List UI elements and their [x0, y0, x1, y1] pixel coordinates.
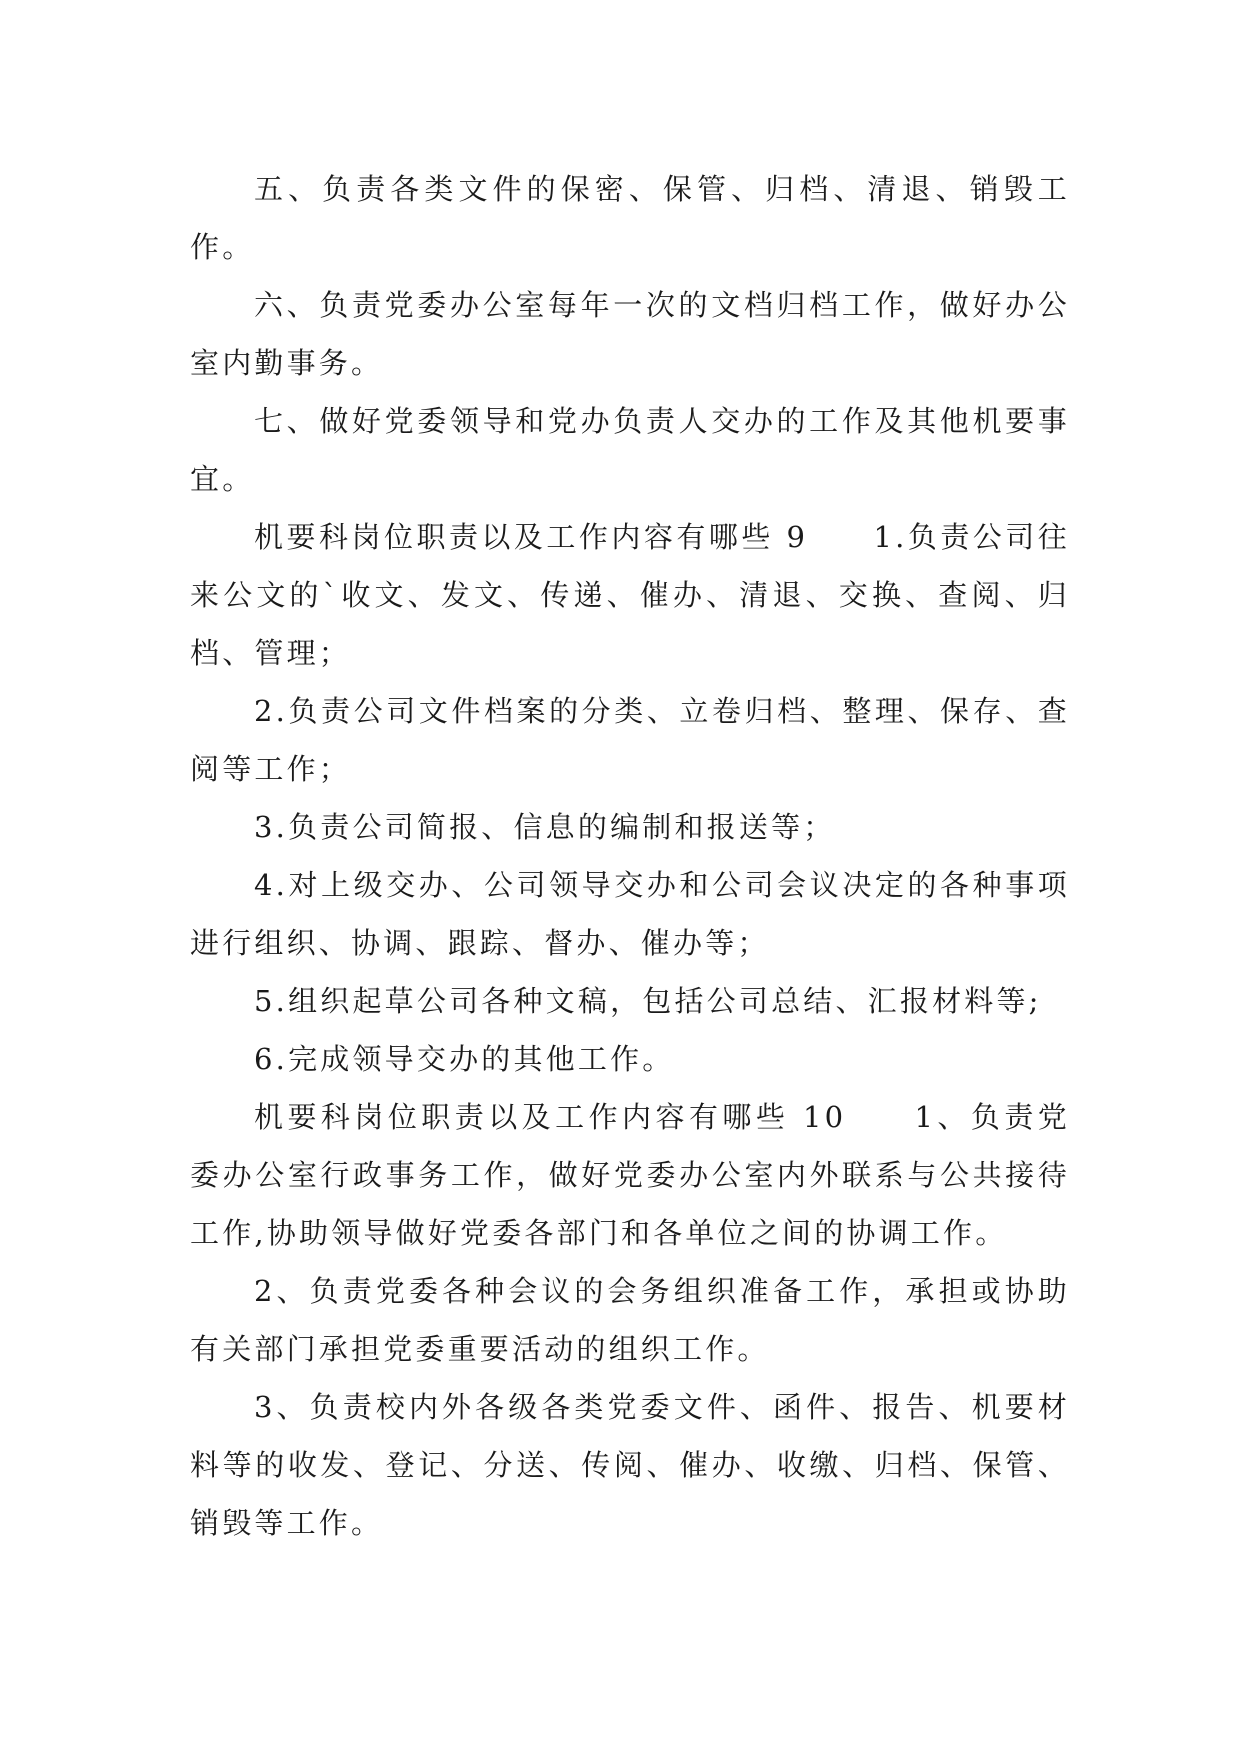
document-body: [190, 160, 1070, 1552]
paragraph-heading-9: 机要科岗位职责以及工作内容有哪些 9 1.负责公司往来公文的`收文、发文、传递、催办、清退、交换、查阅、归档、管理；: [190, 520, 1070, 670]
paragraph-item-6: 6.完成领导交办的其他工作。: [254, 1042, 675, 1076]
paragraph-item-4: 4.对上级交办、公司领导交办和公司会议决定的各种事项进行组织、协调、跟踪、督办、催办等；: [190, 868, 1070, 960]
paragraph-item-3: 3.负责公司简报、信息的编制和报送等；: [254, 810, 836, 844]
paragraph-heading-10: 机要科岗位职责以及工作内容有哪些 10 1、负责党委办公室行政事务工作，做好党委办公室内外联系与公共接待工作,协助领导做好党委各部门和各单位之间的协调工作。: [190, 1100, 1070, 1250]
paragraph-section-6: 六、负责党委办公室每年一次的文档归档工作，做好办公室内勤事务。: [190, 288, 1070, 380]
paragraph-duty-3: 3、负责校内外各级各类党委文件、函件、报告、机要材料等的收发、登记、分送、传阅、催办、收缴、归档、保管、销毁等工作。: [190, 1390, 1070, 1540]
paragraph-item-2: 2.负责公司文件档案的分类、立卷归档、整理、保存、查阅等工作；: [190, 694, 1070, 786]
paragraph-duty-2: 2、负责党委各种会议的会务组织准备工作，承担或协助有关部门承担党委重要活动的组织工作。: [190, 1274, 1070, 1366]
paragraph-item-5: 5.组织起草公司各种文稿，包括公司总结、汇报材料等;: [254, 984, 1042, 1018]
paragraph-section-7: 七、做好党委领导和党办负责人交办的工作及其他机要事宜。: [190, 404, 1070, 496]
paragraph-section-5: 五、负责各类文件的保密、保管、归档、清退、销毁工作。: [190, 172, 1070, 264]
